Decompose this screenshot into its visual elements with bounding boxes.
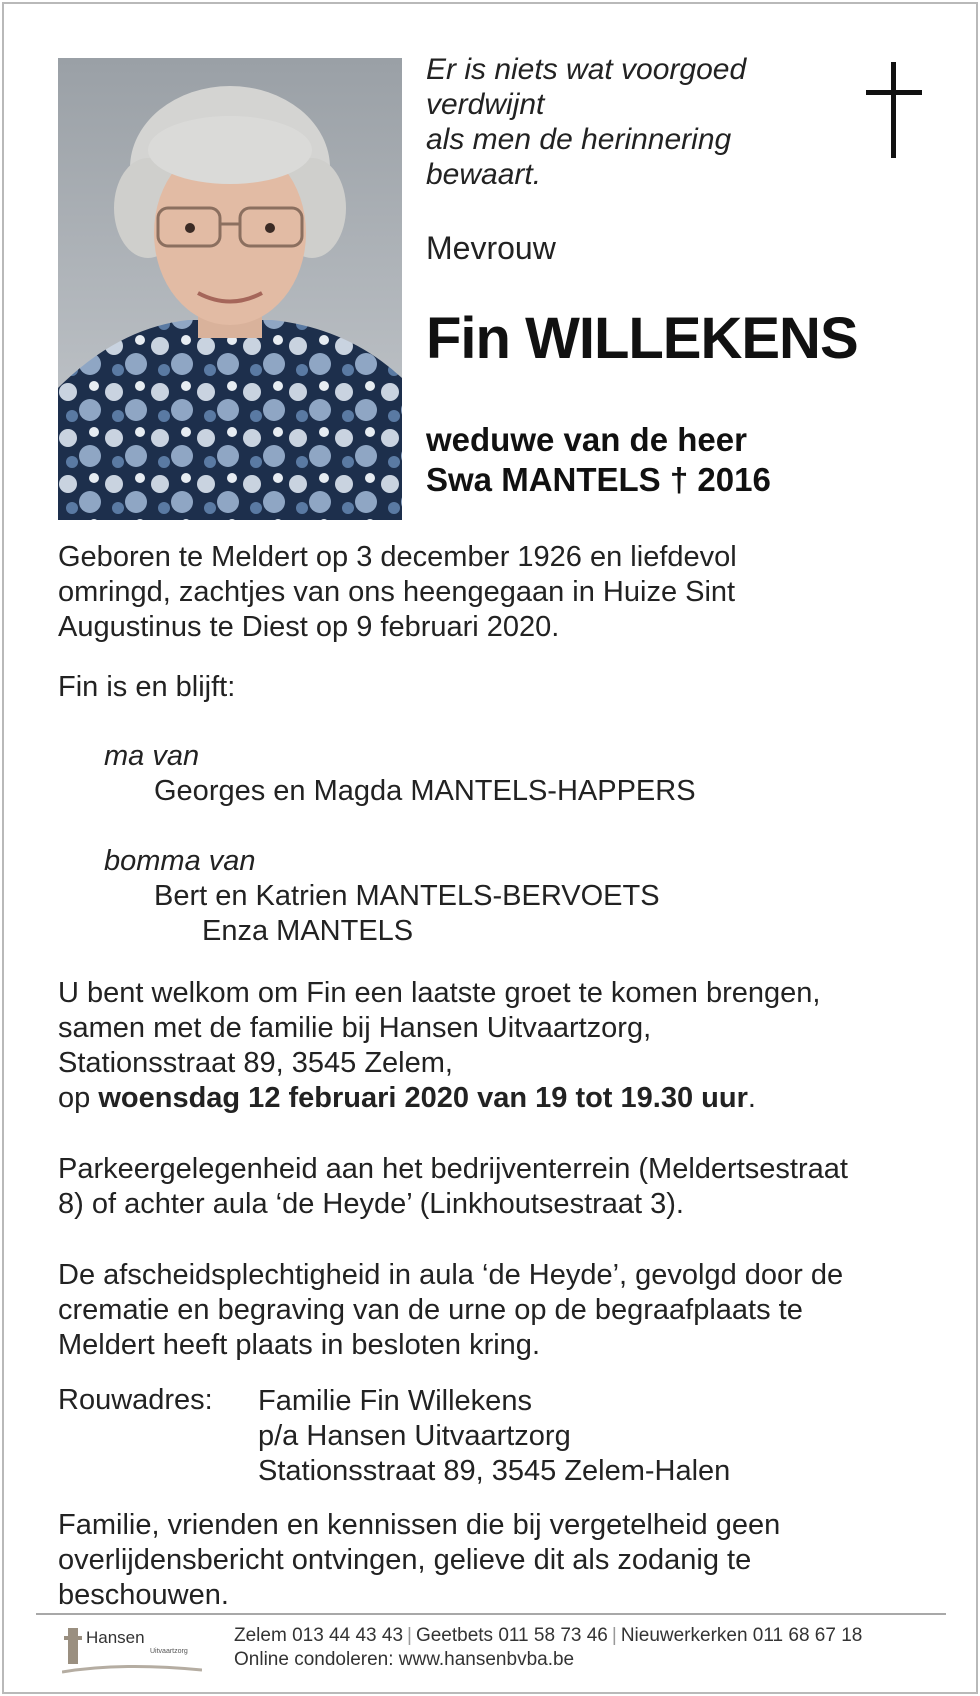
paragraph-line: samen met de familie bij Hansen Uitvaartzorg, bbox=[58, 1012, 652, 1044]
logo-subtitle: Uitvaartzorg bbox=[150, 1648, 188, 1655]
phone-zelem[interactable]: Zelem 013 44 43 43 bbox=[234, 1625, 404, 1646]
logo-name: Hansen bbox=[86, 1628, 145, 1647]
deceased-name: Fin WILLEKENS bbox=[426, 306, 858, 371]
address-line: Stationsstraat 89, 3545 Zelem-Halen bbox=[258, 1455, 731, 1487]
ma-label: ma van bbox=[104, 740, 200, 772]
widow-line: Swa MANTELS † 2016 bbox=[426, 461, 771, 498]
quote-line: verdwijnt bbox=[426, 88, 545, 121]
welcome-paragraph bbox=[58, 976, 820, 1116]
paragraph-line: De afscheidsplechtigheid in aula ‘de Heyde’, gevolgd door de bbox=[58, 1259, 844, 1291]
visit-time-line: op woensdag 12 februari 2020 van 19 tot 19.30 uur. bbox=[58, 1082, 756, 1114]
paragraph-line: omringd, zachtjes van ons heengegaan in Huize Sint bbox=[58, 576, 736, 608]
paragraph-line: Stationsstraat 89, 3545 Zelem, bbox=[58, 1047, 453, 1079]
phone-geetbets[interactable]: Geetbets 011 58 73 46 bbox=[415, 1625, 608, 1646]
paragraph-line: Familie, vrienden en kennissen die bij vergetelheid geen bbox=[58, 1509, 781, 1541]
paragraph-line: beschouwen. bbox=[58, 1579, 229, 1611]
intro-text: Fin is en blijft: bbox=[58, 671, 236, 703]
memorial-quote bbox=[426, 52, 746, 192]
paragraph-line: Parkeergelegenheid aan het bedrijventerrein (Meldertsestraat bbox=[58, 1153, 848, 1185]
visit-time: woensdag 12 februari 2020 van 19 tot 19.30 uur bbox=[98, 1082, 748, 1114]
address-line: p/a Hansen Uitvaartzorg bbox=[258, 1420, 571, 1452]
paragraph-line: Augustinus te Diest op 9 februari 2020. bbox=[58, 611, 560, 643]
birth-paragraph bbox=[58, 540, 737, 645]
paragraph-line: U bent welkom om Fin een laatste groet te komen brengen, bbox=[58, 977, 821, 1009]
quote-line: bewaart. bbox=[426, 158, 542, 191]
widow-of bbox=[426, 420, 771, 500]
address-line: Familie Fin Willekens bbox=[258, 1385, 532, 1417]
bomma-label: bomma van bbox=[104, 845, 256, 877]
footer-divider bbox=[36, 1613, 946, 1615]
paragraph-line: overlijdensbericht ontvingen, gelieve dit als zodanig te bbox=[58, 1544, 752, 1576]
closing-paragraph bbox=[58, 1508, 780, 1613]
parking-paragraph bbox=[58, 1152, 848, 1222]
portrait-photo bbox=[58, 58, 402, 520]
bomma-of-1: Bert en Katrien MANTELS-BERVOETS bbox=[154, 880, 660, 912]
rouwadres-address bbox=[258, 1384, 730, 1489]
phone-nieuwerkerken[interactable]: Nieuwerkerken 011 68 67 18 bbox=[620, 1625, 863, 1646]
paragraph-line: crematie en begraving van de urne op de begraafplaats te bbox=[58, 1294, 803, 1326]
online-condolence-link[interactable]: Online condoleren: www.hansenbvba.be bbox=[234, 1649, 575, 1670]
quote-line: Er is niets wat voorgoed bbox=[426, 53, 747, 86]
salutation: Mevrouw bbox=[426, 230, 556, 266]
rouwadres-label: Rouwadres: bbox=[58, 1384, 213, 1416]
ma-of: Georges en Magda MANTELS-HAPPERS bbox=[154, 775, 696, 807]
cross-icon bbox=[866, 62, 922, 158]
quote-line: als men de herinnering bbox=[426, 123, 732, 156]
ceremony-paragraph bbox=[58, 1258, 843, 1363]
footer-contact: Zelem 013 44 43 43 | Geetbets 011 58 73 46 | Nieuwerkerken 011 68 67 18 Online condoleren: www.hansenbvba.be bbox=[234, 1625, 863, 1670]
widow-line: weduwe van de heer bbox=[426, 421, 747, 458]
paragraph-line: Geboren te Meldert op 3 december 1926 en liefdevol bbox=[58, 541, 737, 573]
paragraph-line: Meldert heeft plaats in besloten kring. bbox=[58, 1329, 540, 1361]
paragraph-line: 8) of achter aula ‘de Heyde’ (Linkhoutsestraat 3). bbox=[58, 1188, 684, 1220]
bomma-of-2: Enza MANTELS bbox=[202, 915, 414, 947]
